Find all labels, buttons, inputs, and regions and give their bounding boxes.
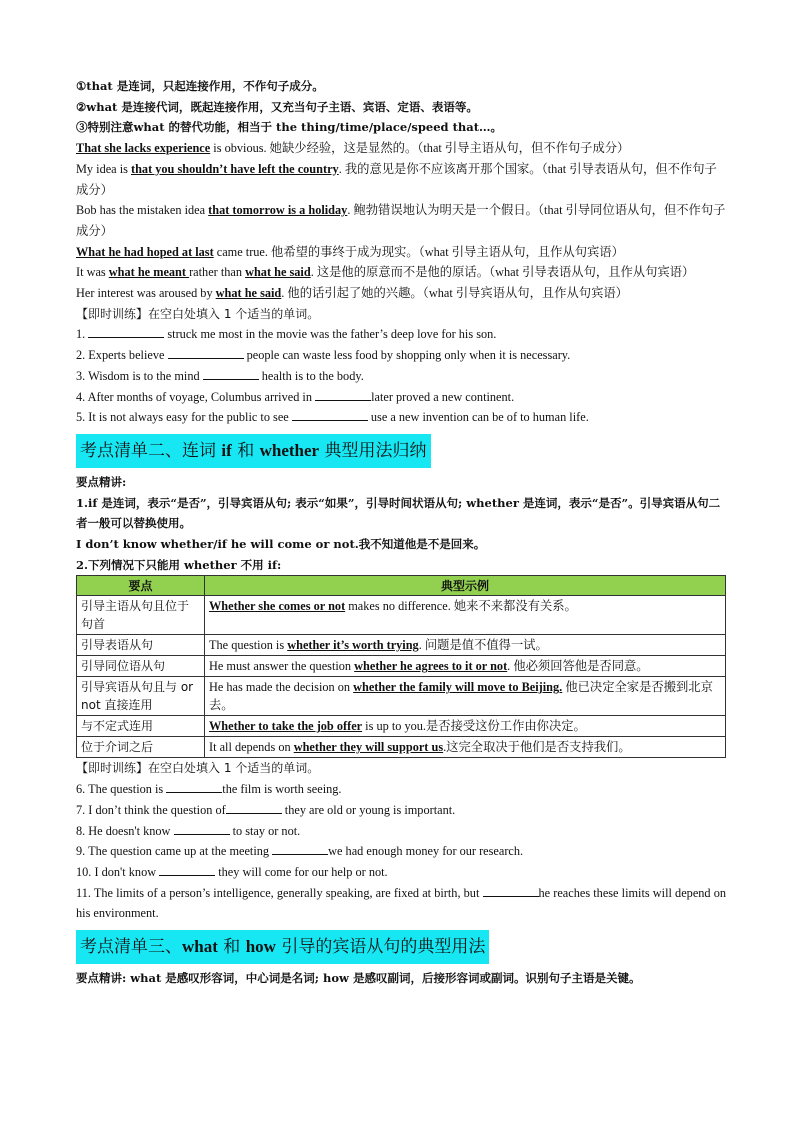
note-1: ①that 是连词，只起连接作用，不作句子成分。 — [76, 79, 324, 93]
table-header-point: 要点 — [77, 576, 205, 596]
table-row — [77, 677, 726, 716]
answer-blank[interactable] — [168, 346, 244, 359]
answer-blank[interactable] — [272, 842, 328, 855]
answer-blank[interactable] — [483, 884, 539, 897]
table-header-example: 典型示例 — [205, 576, 726, 596]
practice-title-1: 【即时训练】在空白处填入 1 个适当的单词。 — [76, 306, 320, 321]
table-cell-point: 与不定式连用 — [77, 716, 205, 737]
practice-list-1 — [76, 324, 726, 428]
note-2: ②what 是连接代词，既起连接作用，又充当句子主语、宾语、定语、表语等。 — [76, 99, 478, 114]
practice-item-5: 5. It is not always easy for the public to see use a new invention can be of to human life. — [76, 410, 589, 425]
key-point-1-example: I don’t know whether/if he will come or not.我不知道他是不是回来。 — [76, 537, 486, 552]
example-2: My idea is that you shouldn’t have left the country. 我的意见是你不应该离开那个国家。（that 引导表语从句，但不作句子成分） — [76, 161, 717, 197]
table-cell-example: He must answer the question whether he agrees to it or not. 他必须回答他是否同意。 — [205, 656, 726, 677]
document-page — [76, 76, 726, 989]
table-cell-point: 位于介词之后 — [77, 737, 205, 758]
section-heading-2: 考点清单二、连词 if 和 whether 典型用法归纳 — [76, 434, 431, 468]
table-row — [77, 635, 726, 656]
example-6: Her interest was aroused by what he said. 他的话引起了她的兴趣。（what 引导宾语从句，且作从句宾语） — [76, 286, 628, 301]
practice-item-8: 8. He doesn't know to stay or not. — [76, 823, 301, 838]
table-cell-example: He has made the decision on whether the family will move to Beijing. 他已决定全家是否搬到北京去。 — [205, 677, 726, 716]
example-1: That she lacks experience is obvious. 她缺少经验，这是显然的。（that 引导主语从句，但不作句子成分） — [76, 141, 630, 156]
example-5: It was what he meant rather than what he said. 这是他的原意而不是他的原话。（what 引导表语从句，且作从句宾语） — [76, 265, 695, 280]
table-row — [77, 596, 726, 635]
table-row — [77, 716, 726, 737]
answer-blank[interactable] — [226, 801, 282, 814]
table-cell-example: It all depends on whether they will support us.这完全取决于他们是否支持我们。 — [205, 737, 726, 758]
answer-blank[interactable] — [159, 863, 215, 876]
table-row — [77, 737, 726, 758]
answer-blank[interactable] — [203, 367, 259, 380]
table-cell-point: 引导同位语从句 — [77, 656, 205, 677]
practice-item-1: 1. struck me most in the movie was the father’s deep love for his son. — [76, 327, 497, 342]
answer-blank[interactable] — [88, 325, 164, 338]
practice-item-3: 3. Wisdom is to the mind health is to the body. — [76, 368, 364, 383]
table-header-row — [77, 576, 726, 596]
table-cell-example: Whether to take the job offer is up to you.是否接受这份工作由你决定。 — [205, 716, 726, 737]
practice-item-2: 2. Experts believe people can waste less food by shopping only when it is necessary. — [76, 348, 571, 363]
table-cell-point: 引导表语从句 — [77, 635, 205, 656]
practice-item-10: 10. I don't know they will come for our help or not. — [76, 864, 388, 879]
table-row — [77, 656, 726, 677]
practice-item-7: 7. I don’t think the question of they are old or young is important. — [76, 802, 456, 817]
table-cell-point: 引导主语从句且位于句首 — [77, 596, 205, 635]
practice-title-2: 【即时训练】在空白处填入 1 个适当的单词。 — [76, 761, 320, 776]
table-cell-example: The question is whether it’s worth trying. 问题是值不值得一试。 — [205, 635, 726, 656]
practice-item-4: 4. After months of voyage, Columbus arrived in later proved a new continent. — [76, 389, 515, 404]
note-3: ③特别注意what 的替代功能，相当于 the thing/time/place/speed that…。 — [76, 120, 503, 135]
key-point-2: 2.下列情况下只能用 whether 不用 if: — [76, 557, 282, 572]
example-4: What he had hoped at last came true. 他希望的事终于成为现实。（what 引导主语从句，且作从句宾语） — [76, 244, 624, 259]
practice-list-2 — [76, 779, 726, 924]
answer-blank[interactable] — [292, 408, 368, 421]
table-cell-point: 引导宾语从句且与 or not 直接连用 — [77, 677, 205, 716]
section-heading-3: 考点清单三、what 和 how 引导的宾语从句的典型用法 — [76, 930, 489, 964]
answer-blank[interactable] — [315, 388, 371, 401]
key-point-1: 1.if 是连词，表示“是否”，引导宾语从句; 表示“如果”，引导时间状语从句; whether 是连词，表示“是否”。引导宾语从句二者一般可以替换使用。 — [76, 495, 721, 531]
key-points-3: 要点精讲: what 是感叹形容词，中心词是名词; how 是感叹副词，后接形容词或副词。识别句子主语是关键。 — [76, 971, 641, 986]
practice-item-11: 11. The limits of a person’s intelligence, generally speaking, are fixed at birth, but he reaches these limits will depend on his environment. — [76, 885, 726, 921]
answer-blank[interactable] — [174, 822, 230, 835]
example-3: Bob has the mistaken idea that tomorrow is a holiday. 鲍勃错误地认为明天是一个假日。（that 引导同位语从句，但不作句子成分） — [76, 203, 726, 238]
table-cell-example: Whether she comes or not makes no difference. 她来不来都没有关系。 — [205, 596, 726, 635]
practice-item-9: 9. The question came up at the meeting we had enough money for our research. — [76, 844, 524, 859]
practice-item-6: 6. The question is the film is worth seeing. — [76, 782, 342, 797]
answer-blank[interactable] — [166, 780, 222, 793]
whether-usage-table — [76, 575, 726, 758]
key-points-label: 要点精讲: — [76, 474, 127, 489]
